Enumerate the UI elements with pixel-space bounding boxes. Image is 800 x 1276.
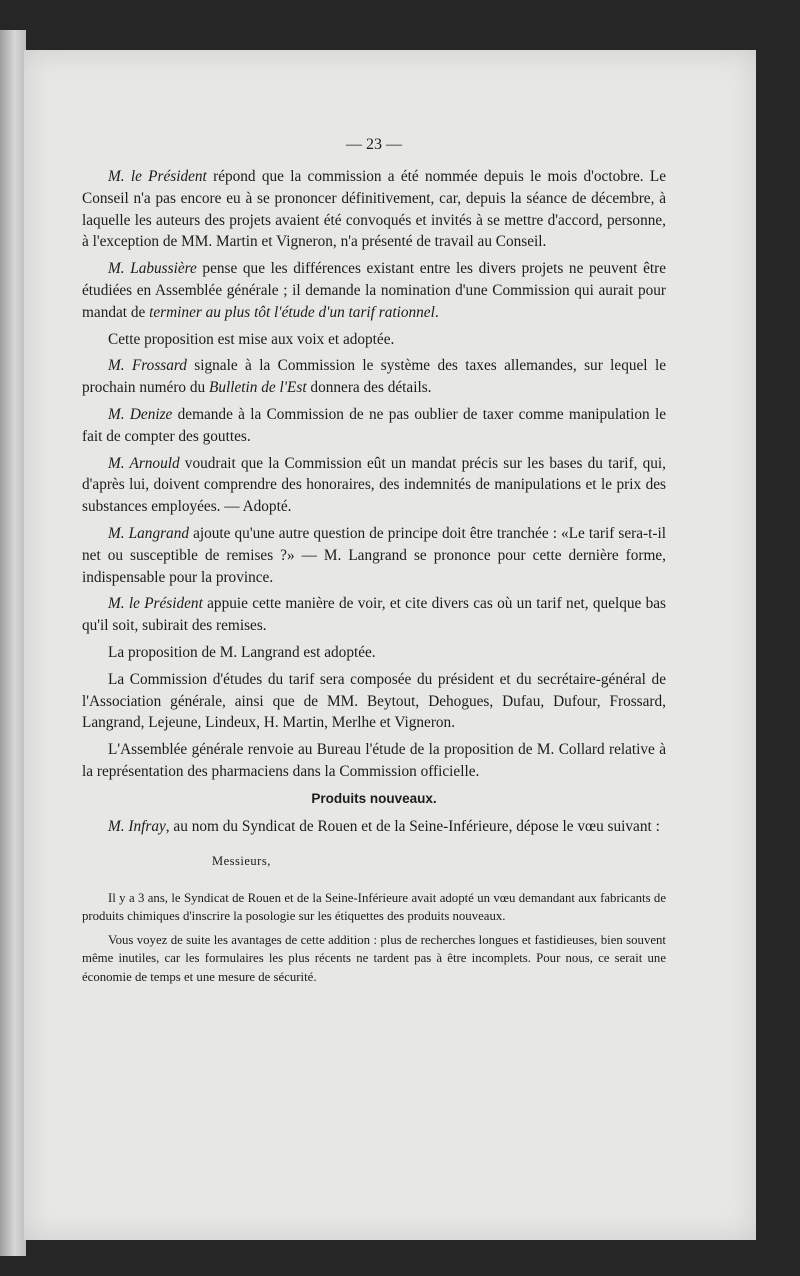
- letter-paragraph: Vous voyez de suite les avantages de cette addition : plus de recherches longues et fastidieuses, bien souvent même inutiles, car les formulaires les plus récents ne tardent pas à être incomplets. Pour nous, ce serait une économie de temps et une mesure de sécurité.: [82, 932, 666, 984]
- paragraph-denize: [82, 404, 666, 448]
- emphasis-text: terminer au plus tôt l'étude d'un tarif rationnel: [149, 303, 435, 321]
- speaker-name: M. Denize: [108, 405, 173, 423]
- page-number: — 23 —: [346, 136, 402, 153]
- paragraph-text: ajoute qu'une autre question de principe doit être tranchée : «Le tarif sera-t-il net ou susceptible de remises ?» — M. Langrand se prononce pour cette dernière forme, indispensable pour la province.: [82, 524, 666, 586]
- book-spine-edge: [0, 30, 26, 1256]
- paragraph-president-2: [82, 593, 666, 637]
- speaker-name: M. le Président: [108, 168, 207, 185]
- page-content: [82, 136, 666, 991]
- paragraph-adoption: [82, 642, 666, 664]
- speaker-name: M. Arnould: [108, 454, 180, 472]
- paragraph-assemblee: [82, 739, 666, 783]
- speaker-name: M. Infray: [108, 817, 166, 835]
- paragraph-vote: [82, 329, 666, 351]
- paragraph-text: demande à la Commission de ne pas oublier de taxer comme manipulation le fait de compter des gouttes.: [82, 405, 666, 445]
- paragraph-tail: .: [434, 303, 439, 321]
- paragraph-text: La proposition de M. Langrand est adoptée.: [108, 643, 376, 661]
- paragraph-tail: donnera des détails.: [306, 379, 432, 397]
- paragraph-text: L'Assemblée générale renvoie au Bureau l'étude de la proposition de M. Collard relative à la représentation des pharmaciens dans la Commission officielle.: [82, 741, 666, 780]
- section-title: Produits nouveaux.: [311, 790, 437, 806]
- paragraph-text: signale à la Commission le système des taxes allemandes, sur lequel le prochain numéro du: [82, 357, 666, 397]
- book-page: [24, 50, 756, 1240]
- paragraph-labussiere: [82, 258, 666, 323]
- paragraph-text: répond que la commission a été nommée depuis le mois d'octobre. Le Conseil n'a pas encore eu à se prononcer définitivement, car, depuis la séance de décembre, à laquelle les auteurs des projets avaient été convoqués et invités à se mettre d'accord, personne, à l'exception de MM. Martin et Vigneron, n'a présenté de travail au Conseil.: [82, 168, 666, 251]
- paragraph-langrand: [82, 523, 666, 588]
- speaker-name: M. Labussière: [108, 260, 197, 278]
- letter-salutation: Messieurs,: [212, 853, 271, 868]
- emphasis-text: Bulletin de l'Est: [209, 379, 307, 397]
- paragraph-frossard: [82, 355, 666, 399]
- paragraph-infray: [82, 816, 666, 838]
- paragraph-text: , au nom du Syndicat de Rouen et de la Seine-Inférieure, dépose le vœu suivant :: [165, 817, 660, 835]
- paragraph-text: Cette proposition est mise aux voix et adoptée.: [108, 330, 395, 348]
- paragraph-text: pense que les différences existant entre les divers projets ne peuvent être étudiées en Assemblée générale ; il demande la nomination d'une Commission qui aurait pour mandat de: [82, 260, 666, 321]
- letter-paragraph: Il y a 3 ans, le Syndicat de Rouen et de la Seine-Inférieure avait adopté un vœu demandant aux fabricants de produits chimiques d'inscrire la posologie sur les étiquettes des produits nouveaux.: [82, 890, 666, 924]
- paragraph-president-1: [82, 166, 666, 253]
- speaker-name: M. Langrand: [108, 524, 189, 542]
- paragraph-commission: [82, 669, 666, 734]
- paragraph-arnould: [82, 453, 666, 518]
- speaker-name: M. Frossard: [108, 357, 187, 375]
- speaker-name: M. le Président: [108, 595, 203, 613]
- paragraph-text: voudrait que la Commission eût un mandat précis sur les bases du tarif, qui, d'après lui, doivent comprendre des honoraires, des indemnités de manipulations et le prix des substances employées. — Adopté.: [82, 454, 666, 516]
- paragraph-text: La Commission d'études du tarif sera composée du président et du secrétaire-général de l'Association générale, ainsi que de MM. Beytout, Dehogues, Dufau, Dufour, Frossard, Langrand, Lejeune, Lindeux, H. Martin, Merlhe et Vigneron.: [82, 670, 666, 732]
- paragraph-text: appuie cette manière de voir, et cite divers cas où un tarif net, quelque bas qu'il soit, subirait des remises.: [82, 595, 666, 635]
